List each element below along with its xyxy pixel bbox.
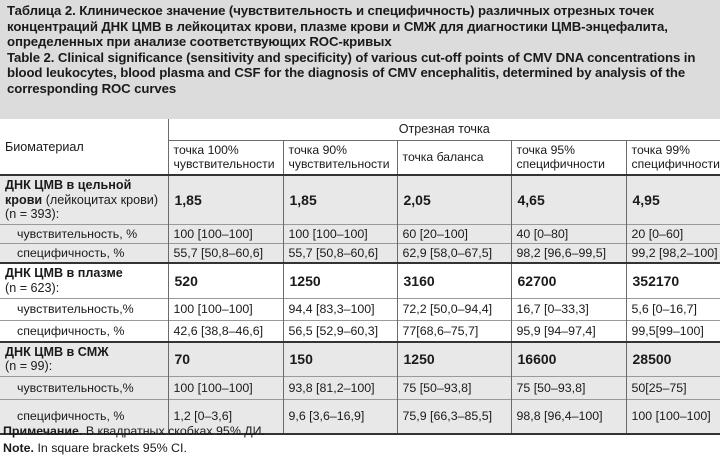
table-cell: 100 [100–100]: [626, 399, 720, 434]
cutoff-value: 520: [168, 263, 283, 298]
group-sub: (лейкоцитах крови) (n = 393):: [5, 192, 159, 221]
metric-label: чувствительность,%: [0, 376, 168, 399]
group-name: ДНК ЦМВ в СМЖ: [5, 344, 109, 359]
table-cell: 94,4 [83,3–100]: [283, 298, 397, 320]
table-cell: 50[25–75]: [626, 376, 720, 399]
table-cell: 98,2 [96,6–99,5]: [511, 243, 626, 263]
table-caption: [0, 0, 720, 119]
sensitivity-row: [0, 298, 720, 320]
column-header: точка 100% чувствительности: [168, 140, 283, 175]
group-label: [0, 342, 168, 376]
cutoff-value: 4,95: [626, 175, 720, 224]
table-cell: 20 [0–60]: [626, 224, 720, 243]
cutoff-value: 352170: [626, 263, 720, 298]
cutoff-value: 62700: [511, 263, 626, 298]
specificity-row: [0, 320, 720, 342]
table-cell: 77[68,6–75,7]: [397, 320, 511, 342]
table-cell: 98,8 [96,4–100]: [511, 399, 626, 434]
group-name: ДНК ЦМВ в цельной крови: [5, 178, 132, 207]
table-cell: 75 [50–93,8]: [397, 376, 511, 399]
cutoff-value: 1,85: [283, 175, 397, 224]
group-sub: (n = 623):: [5, 280, 60, 295]
table-cell: 16,7 [0–33,3]: [511, 298, 626, 320]
column-header: точка 95% специфичности: [511, 140, 626, 175]
table-cell: 5,6 [0–16,7]: [626, 298, 720, 320]
note-ru-label: Примечание.: [3, 424, 83, 438]
table-cell: 75,9 [66,3–85,5]: [397, 399, 511, 434]
table-cell: 100 [100–100]: [283, 224, 397, 243]
specificity-row: [0, 243, 720, 263]
note-en-label: Note.: [3, 441, 34, 455]
cutoff-value: 150: [283, 342, 397, 376]
table-cell: 42,6 [38,8–46,6]: [168, 320, 283, 342]
header-row: [0, 119, 720, 140]
table-cell: 99,2 [98,2–100]: [626, 243, 720, 263]
table-cell: 55,7 [50,8–60,6]: [168, 243, 283, 263]
note-ru: [3, 423, 265, 440]
group-row: [0, 263, 720, 298]
column-header: точка баланса: [397, 140, 511, 175]
caption-en: Table 2. Clinical significance (sensitivity and specificity) of various cut-off points of CMV DNA concentrations in blood leukocytes, blood plasma and CSF for the diagnosis of CMV encephalitis, determined by analysis of the corresponding ROC curves: [7, 49, 696, 96]
table-cell: 93,8 [81,2–100]: [283, 376, 397, 399]
table-cell: 75 [50–93,8]: [511, 376, 626, 399]
table-cell: 95,9 [94–97,4]: [511, 320, 626, 342]
table-notes: [3, 423, 265, 457]
cutoff-value: 4,65: [511, 175, 626, 224]
group-sub: (n = 99):: [5, 359, 53, 374]
table-cell: 55,7 [50,8–60,6]: [283, 243, 397, 263]
cutoff-value: 1250: [283, 263, 397, 298]
caption-ru: Таблица 2. Клиническое значение (чувствительность и специфичность) различных отрезных точек концентраций ДНК ЦМВ в лейкоцитах крови, плазме крови и СМЖ для диагностики ЦМВ-энцефалита, определенных при анализе соответствующих ROC-кривых: [7, 3, 668, 50]
cutoff-value: 28500: [626, 342, 720, 376]
header-cutoff: Отрезная точка: [168, 119, 720, 140]
sensitivity-row: [0, 224, 720, 243]
metric-label: чувствительность, %: [0, 224, 168, 243]
table-cell: 100 [100–100]: [168, 298, 283, 320]
cutoff-value: 3160: [397, 263, 511, 298]
results-table: [0, 119, 720, 435]
column-header: точка 99% специфичности: [626, 140, 720, 175]
group-label: [0, 175, 168, 224]
header-biomaterial: Биоматериал: [0, 119, 168, 175]
note-en-text: In square brackets 95% CI.: [37, 441, 187, 455]
group-row: [0, 175, 720, 224]
table-cell: 60 [20–100]: [397, 224, 511, 243]
table-cell: 1,2 [0–3,6]: [168, 399, 283, 434]
group-label: [0, 263, 168, 298]
cutoff-value: 16600: [511, 342, 626, 376]
table-cell: 56,5 [52,9–60,3]: [283, 320, 397, 342]
table-cell: 62,9 [58,0–67,5]: [397, 243, 511, 263]
group-row: [0, 342, 720, 376]
cutoff-value: 1,85: [168, 175, 283, 224]
table-cell: 72,2 [50,0–94,4]: [397, 298, 511, 320]
cutoff-value: 1250: [397, 342, 511, 376]
table-cell: 9,6 [3,6–16,9]: [283, 399, 397, 434]
note-ru-text: В квадратных скобках 95% ДИ.: [85, 424, 266, 438]
sensitivity-row: [0, 376, 720, 399]
metric-label: чувствительность,%: [0, 298, 168, 320]
metric-label: специфичность, %: [0, 243, 168, 263]
cutoff-value: 2,05: [397, 175, 511, 224]
table-cell: 40 [0–80]: [511, 224, 626, 243]
column-header: точка 90% чувствительности: [283, 140, 397, 175]
table-cell: 100 [100–100]: [168, 376, 283, 399]
metric-label: специфичность, %: [0, 320, 168, 342]
note-en: [3, 440, 265, 457]
group-name: ДНК ЦМВ в плазме: [5, 266, 123, 281]
metric-label: специфичность, %: [0, 399, 168, 434]
cutoff-value: 70: [168, 342, 283, 376]
table-cell: 100 [100–100]: [168, 224, 283, 243]
table-cell: 99,5[99–100]: [626, 320, 720, 342]
